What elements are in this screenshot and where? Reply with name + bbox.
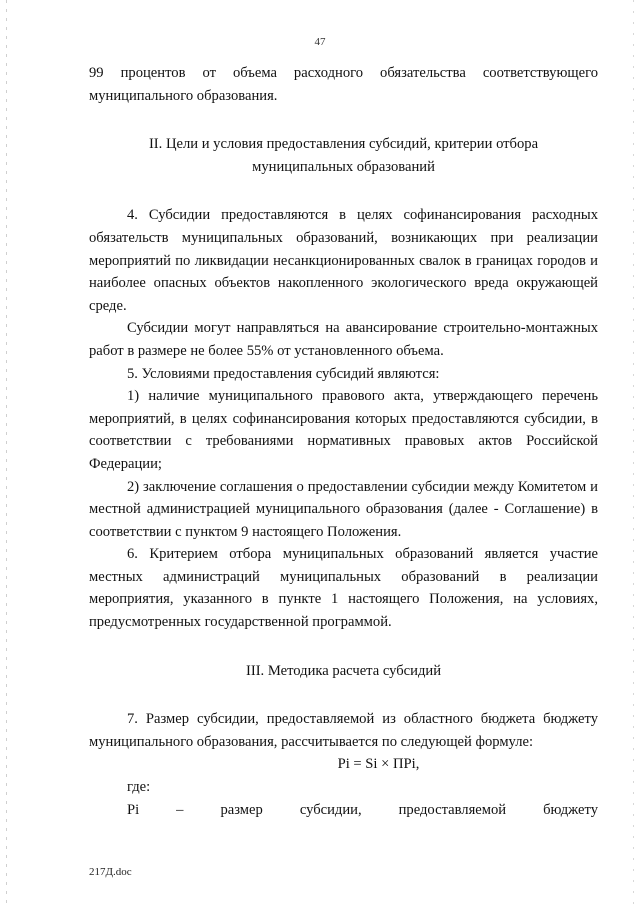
section-heading-3: III. Методика расчета субсидий [245, 662, 442, 679]
paragraph-5: 5. Условиями предоставления субсидий являются: [127, 365, 440, 382]
definition-word: – [176, 801, 184, 818]
paragraph-4: 4. Субсидии предоставляются в целях софинансирования расходных обязательств муниципальных образований, возникающих при реализации мероприятий по ликвидации несанкционированных свалок в границах городов и наиболее опасных объектов накопленного экологического вреда окружающей среде. [89, 207, 598, 314]
definition-word: размер [220, 801, 263, 818]
definition-word: Pi [127, 801, 140, 818]
paragraph-5-item-2: 2) заключение соглашения о предоставлении субсидии между Комитетом и местной администрацией муниципального образования (далее - Соглашение) в соответствии с пунктом 9 настоящего Положения. [89, 478, 598, 540]
paragraph-intro: 99 процентов от объема расходного обязательства соответствующего муниципального образования. [89, 65, 598, 104]
section-heading-2-line2: муниципальных образований [252, 158, 435, 175]
paragraph-5-item-1: 1) наличие муниципального правового акта, утверждающего перечень мероприятий, в целях софинансирования которых предоставляются субсидии, в соответствии с требованиями нормативных правовых актов Российской Федерации; [89, 388, 598, 472]
definition-word: предоставляемой [398, 801, 507, 818]
formula: Pi = Si × ПPi, [337, 756, 420, 773]
definition-word: бюджету [543, 801, 598, 818]
definition-word: субсидии, [299, 801, 362, 818]
document-body [89, 62, 598, 821]
paragraph-7: 7. Размер субсидии, предоставляемой из областного бюджета бюджету муниципального образования, рассчитывается по следующей формуле: [89, 711, 598, 750]
section-heading-2-line1: II. Цели и условия предоставления субсидий, критерии отбора [148, 136, 539, 153]
definition-pi [89, 799, 598, 822]
where-label: где: [127, 779, 151, 796]
scan-edge-right [633, 0, 634, 905]
footer-filename: 217Д.doc [89, 866, 132, 878]
paragraph-4-advance: Субсидии могут направляться на авансирование строительно-монтажных работ в размере не более 55% от установленного объема. [89, 320, 598, 359]
page-number: 47 [314, 36, 326, 48]
paragraph-6: 6. Критерием отбора муниципальных образований является участие местных администраций муниципальных образований в реализации мероприятия, указанного в пункте 1 настоящего Положения, на условиях, предусмотренных государственной программой. [89, 546, 598, 631]
scan-edge-left [6, 0, 7, 905]
